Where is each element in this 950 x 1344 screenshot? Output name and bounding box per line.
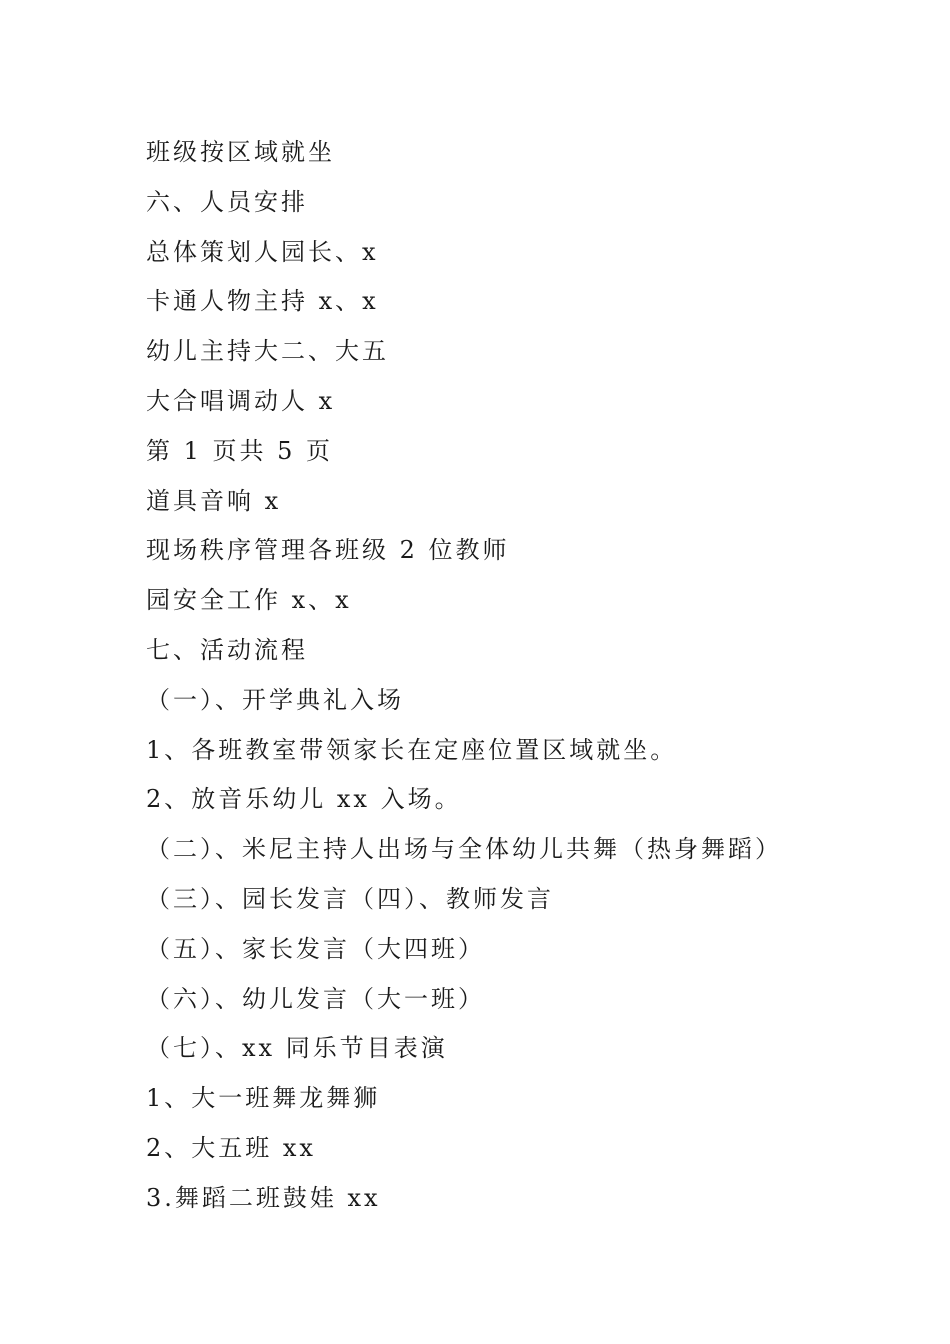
subsection-heading: （五）、家长发言（大四班） [146, 934, 485, 963]
list-item: 3.舞蹈二班鼓娃 xx [146, 1183, 381, 1212]
subsection-heading: （一）、开学典礼入场 [146, 685, 404, 714]
text-line: 道具音响 x [146, 486, 282, 515]
section-heading: 六、人员安排 [146, 187, 308, 216]
section-heading: 七、活动流程 [146, 635, 308, 664]
text-line: 幼儿主持大二、大五 [146, 337, 389, 366]
list-item: 1、大一班舞龙舞狮 [146, 1084, 381, 1113]
subsection-heading: （六）、幼儿发言（大一班） [146, 984, 485, 1013]
list-item: 1、各班教室带领家长在定座位置区域就坐。 [146, 735, 678, 764]
list-item: 2、大五班 xx [146, 1133, 316, 1162]
text-line: 大合唱调动人 x [146, 386, 336, 415]
text-line: 班级按区域就坐 [146, 138, 335, 166]
subsection-heading: （七）、xx 同乐节目表演 [146, 1034, 448, 1063]
list-item: 2、放音乐幼儿 xx 入场。 [146, 785, 462, 814]
text-line: 园安全工作 x、x [146, 586, 352, 615]
text-line: 卡通人物主持 x、x [146, 287, 379, 316]
subsection-heading: （三）、园长发言（四）、教师发言 [146, 884, 554, 913]
text-line: 现场秩序管理各班级 2 位教师 [146, 536, 510, 565]
page-number: 第 1 页共 5 页 [146, 436, 334, 465]
document-body [146, 128, 782, 1224]
text-line: 总体策划人园长、x [146, 237, 379, 266]
subsection-heading: （二）、米尼主持人出场与全体幼儿共舞（热身舞蹈） [146, 835, 782, 864]
